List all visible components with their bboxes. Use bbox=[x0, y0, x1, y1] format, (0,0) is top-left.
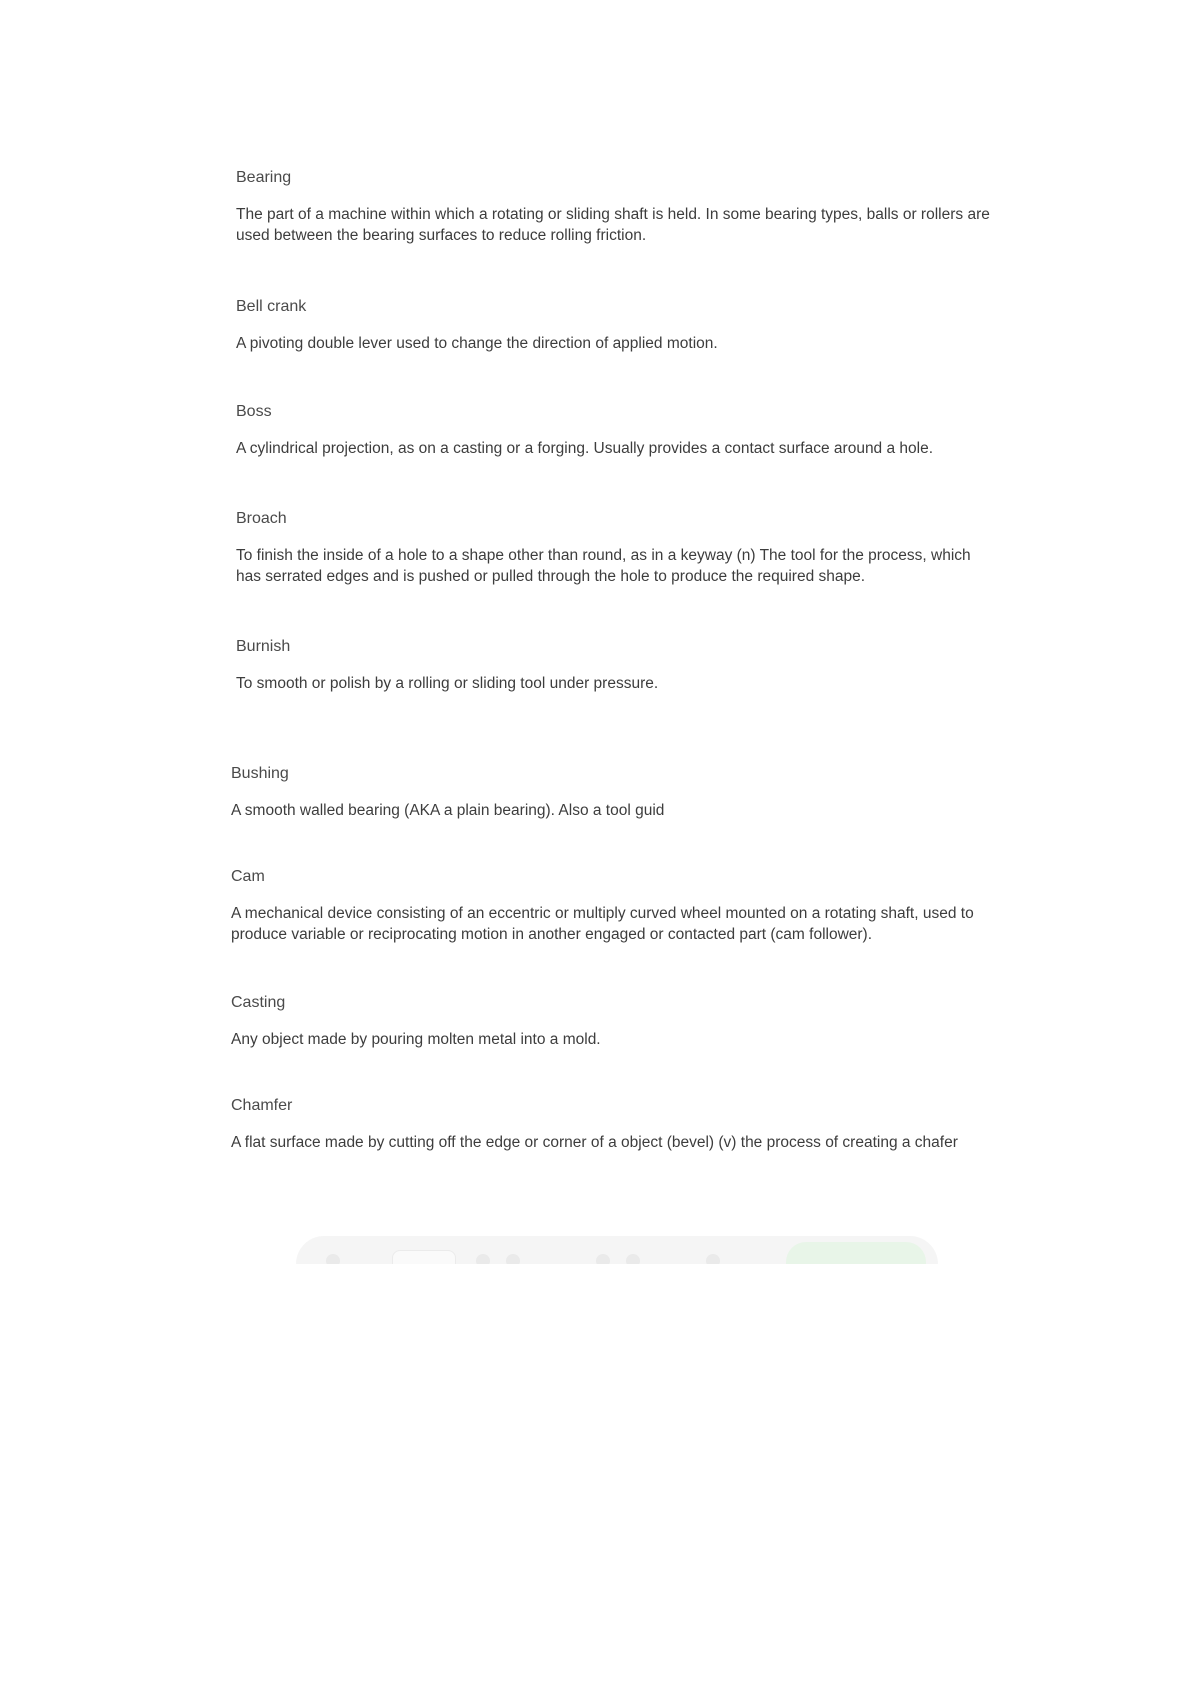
term-definition: The part of a machine within which a rotating or sliding shaft is held. In some bearing types, balls or rollers are used between the bearing surfaces to reduce rolling friction. bbox=[236, 206, 990, 244]
glossary-entry-bearing bbox=[236, 168, 996, 246]
term-heading: Cam bbox=[231, 868, 265, 885]
glossary-entry-bell-crank bbox=[236, 297, 996, 354]
faded-toolbar bbox=[296, 1236, 938, 1264]
term-heading: Burnish bbox=[236, 638, 291, 655]
glossary-entry-bushing bbox=[231, 764, 991, 821]
toolbar-icon bbox=[626, 1254, 640, 1264]
term-heading: Boss bbox=[236, 403, 272, 420]
term-heading: Chamfer bbox=[231, 1097, 293, 1114]
toolbar-icon bbox=[706, 1254, 720, 1264]
glossary-entry-broach bbox=[236, 509, 996, 587]
toolbar-icon bbox=[506, 1254, 520, 1264]
term-definition: A mechanical device consisting of an eccentric or multiply curved wheel mounted on a rotating shaft, used to produce variable or reciprocating motion in another engaged or contacted part (cam follower). bbox=[231, 905, 974, 943]
term-heading: Bell crank bbox=[236, 298, 307, 315]
term-heading: Casting bbox=[231, 994, 286, 1011]
term-definition: A cylindrical projection, as on a casting or a forging. Usually provides a contact surface around a hole. bbox=[236, 440, 934, 457]
term-heading: Broach bbox=[236, 510, 287, 527]
toolbar-icon bbox=[476, 1254, 490, 1264]
term-definition: A flat surface made by cutting off the edge or corner of a object (bevel) (v) the process of creating a chafer bbox=[231, 1134, 958, 1151]
glossary-entry-burnish bbox=[236, 637, 996, 694]
glossary-entry-cam bbox=[231, 867, 991, 945]
term-definition: To finish the inside of a hole to a shape other than round, as in a keyway (n) The tool for the process, which has serrated edges and is pushed or pulled through the hole to produce the required shape. bbox=[236, 547, 971, 585]
toolbar-field bbox=[392, 1250, 456, 1264]
term-definition: A smooth walled bearing (AKA a plain bearing). Also a tool guid bbox=[231, 802, 665, 819]
term-definition: To smooth or polish by a rolling or sliding tool under pressure. bbox=[236, 675, 659, 692]
glossary-entry-casting bbox=[231, 993, 991, 1050]
toolbar-icon bbox=[326, 1254, 340, 1264]
glossary-entry-boss bbox=[236, 402, 996, 459]
toolbar-icon bbox=[596, 1254, 610, 1264]
term-definition: Any object made by pouring molten metal into a mold. bbox=[231, 1031, 601, 1048]
term-definition: A pivoting double lever used to change the direction of applied motion. bbox=[236, 335, 718, 352]
toolbar-accent-button bbox=[786, 1242, 926, 1264]
glossary-entry-chamfer bbox=[231, 1096, 991, 1153]
term-heading: Bushing bbox=[231, 765, 289, 782]
term-heading: Bearing bbox=[236, 169, 292, 186]
